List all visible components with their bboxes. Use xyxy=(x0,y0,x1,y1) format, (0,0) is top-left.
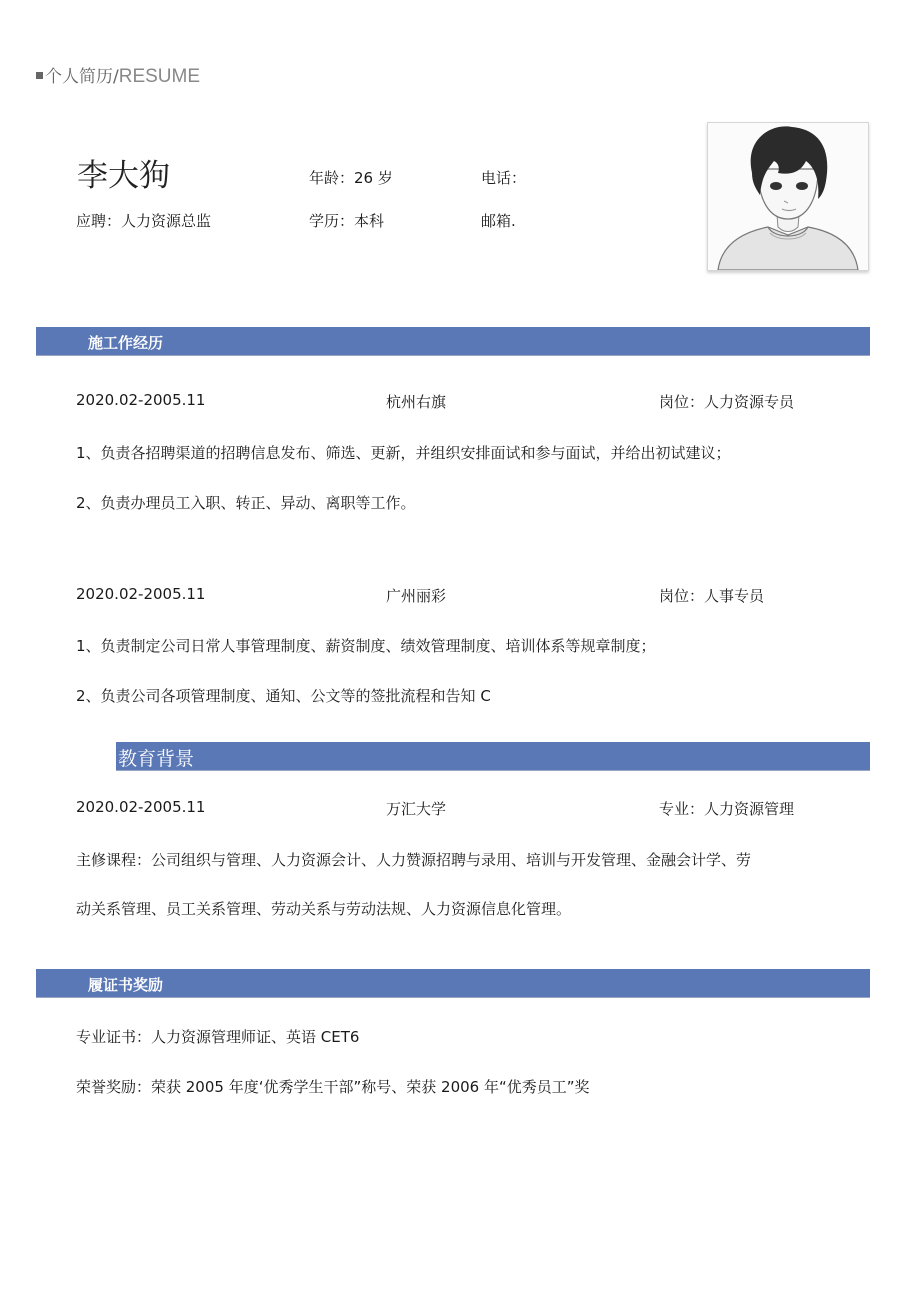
education-courses: 动关系管理、员工关系管理、劳动关系与劳动法规、人力资源信息化管理。 xyxy=(76,900,572,918)
work-experience-header xyxy=(36,327,870,356)
professional-certificate: 专业证书：人力资源管理师证、英语 CET6 xyxy=(76,1028,360,1046)
education-period: 2020.02-2005.11 xyxy=(76,798,206,816)
header-cn: 个人简历/ xyxy=(45,67,119,87)
certificates-title: 履证书奖励 xyxy=(88,976,164,994)
position-field: 应聘：人力资源总监 xyxy=(76,212,212,230)
candidate-name: 李大狗 xyxy=(77,158,170,194)
certificates-header xyxy=(36,969,870,998)
age-field: 年龄：26 岁 xyxy=(309,169,393,187)
education-header xyxy=(116,742,870,771)
profile-photo xyxy=(707,122,869,271)
header-en: RESUME xyxy=(118,66,201,87)
work-1-duty: 1、负责各招聘渠道的招聘信息发布、筛选、更新，并组织安排面试和参与面试，并给出初试建议； xyxy=(76,444,731,462)
education-courses: 主修课程：公司组织与管理、人力资源会计、人力赞源招聘与录用、培训与开发管理、金融会计学、劳 xyxy=(76,851,752,869)
honors-awards: 荣誉奖励：荣获 2005 年度‘优秀学生干部”称号、荣获 2006 年“优秀员工”奖 xyxy=(76,1078,590,1096)
work-2-company: 广州丽彩 xyxy=(386,587,447,605)
work-experience-title: 施工作经历 xyxy=(88,334,164,352)
education-major: 专业：人力资源管理 xyxy=(659,800,795,818)
work-1-period: 2020.02-2005.11 xyxy=(76,391,206,409)
phone-field: 电话： xyxy=(481,169,527,187)
work-1-role: 岗位：人力资源专员 xyxy=(659,393,795,411)
education-title: 教育背景 xyxy=(118,748,195,770)
work-2-duty: 1、负责制定公司日常人事管理制度、薪资制度、绩效管理制度、培训体系等规章制度； xyxy=(76,637,656,655)
email-field: 邮箱. xyxy=(481,212,516,230)
education-field: 学历：本科 xyxy=(309,212,385,230)
education-school: 万汇大学 xyxy=(386,800,447,818)
work-2-role: 岗位：人事专员 xyxy=(659,587,765,605)
work-2-period: 2020.02-2005.11 xyxy=(76,585,206,603)
square-bullet-icon xyxy=(36,72,43,79)
work-1-duty: 2、负责办理员工入职、转正、异动、离职等工作。 xyxy=(76,494,416,512)
work-1-company: 杭州右旗 xyxy=(386,393,447,411)
avatar-portrait-icon xyxy=(708,123,868,270)
work-2-duty: 2、负责公司各项管理制度、通知、公文等的签批流程和告知 C xyxy=(76,687,491,705)
resume-header-tag xyxy=(36,62,200,88)
